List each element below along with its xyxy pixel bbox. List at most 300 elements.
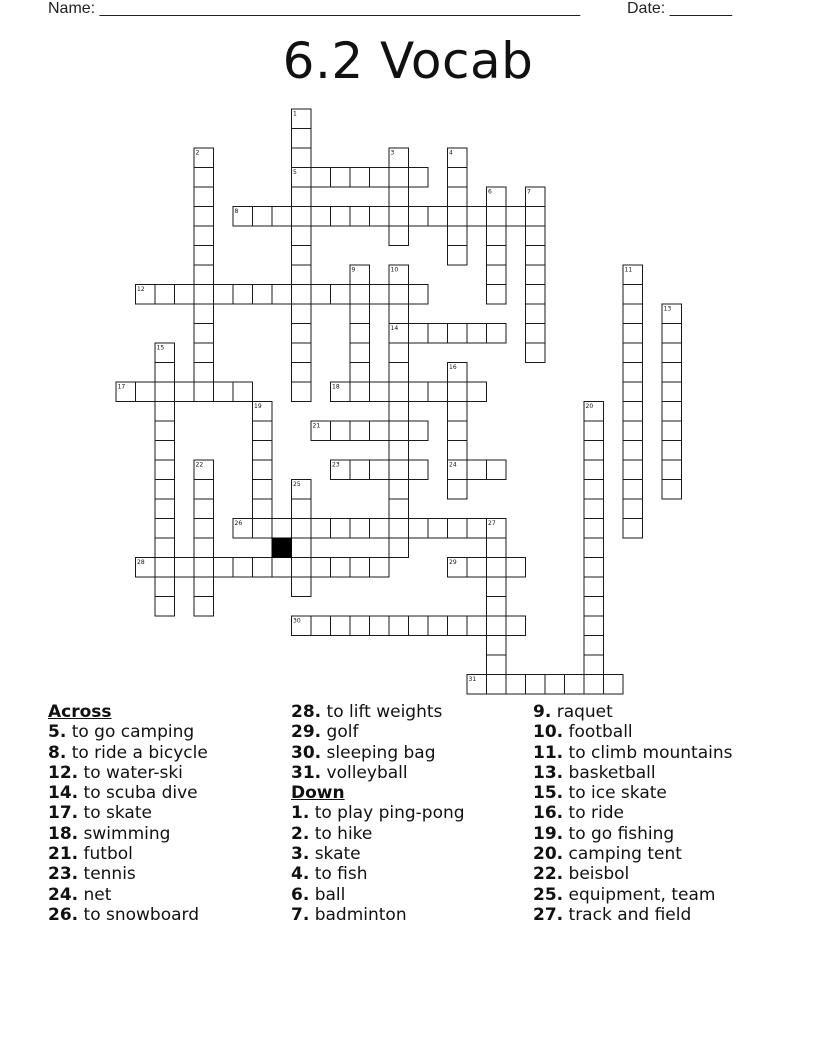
- grid-cell[interactable]: [292, 519, 312, 539]
- grid-cell[interactable]: [506, 207, 526, 227]
- grid-cell[interactable]: [487, 577, 507, 597]
- grid-number: 29: [449, 559, 457, 566]
- grid-cell[interactable]: [428, 382, 448, 402]
- grid-cell[interactable]: [155, 499, 175, 519]
- grid-cell[interactable]: [584, 558, 604, 578]
- grid-cell[interactable]: [272, 558, 292, 578]
- grid-cell[interactable]: [155, 382, 175, 402]
- grid-cell[interactable]: [409, 168, 429, 188]
- grid-cell[interactable]: [370, 168, 390, 188]
- grid-cell[interactable]: [155, 519, 175, 539]
- grid-cell[interactable]: [526, 226, 546, 246]
- grid-cell[interactable]: [389, 343, 409, 363]
- grid-cell[interactable]: [428, 616, 448, 636]
- grid-cell[interactable]: [370, 207, 390, 227]
- grid-cell[interactable]: [448, 246, 468, 266]
- grid-cell[interactable]: [526, 246, 546, 266]
- down-clue: [533, 722, 783, 742]
- grid-cell[interactable]: [389, 538, 409, 558]
- clue-text: golf: [321, 722, 359, 743]
- grid-cell[interactable]: [175, 285, 195, 305]
- grid-cell[interactable]: [584, 421, 604, 441]
- clue-number: 27.: [533, 904, 564, 925]
- grid-cell[interactable]: [428, 207, 448, 227]
- grid-cell[interactable]: [350, 343, 370, 363]
- grid-number: 4: [449, 149, 453, 157]
- grid-cell[interactable]: [292, 304, 312, 324]
- clue-text: track and field: [563, 904, 692, 925]
- grid-cell[interactable]: [292, 129, 312, 149]
- grid-number: 27: [488, 520, 496, 527]
- grid-cell[interactable]: [487, 597, 507, 617]
- grid-cell[interactable]: [311, 616, 331, 636]
- grid-cell[interactable]: [584, 636, 604, 656]
- clue-text: beisbol: [563, 864, 630, 885]
- grid-cell[interactable]: [584, 616, 604, 636]
- down-heading: Down: [291, 783, 345, 804]
- grid-cell[interactable]: [487, 226, 507, 246]
- grid-cell[interactable]: [350, 382, 370, 402]
- grid-cell[interactable]: [194, 226, 214, 246]
- grid-cell[interactable]: [448, 168, 468, 188]
- grid-cell[interactable]: [350, 519, 370, 539]
- grid-cell[interactable]: [467, 382, 487, 402]
- grid-cell[interactable]: [448, 226, 468, 246]
- grid-cell[interactable]: [253, 558, 273, 578]
- grid-cell[interactable]: [292, 499, 312, 519]
- grid-cell[interactable]: [350, 168, 370, 188]
- grid-cell[interactable]: [428, 519, 448, 539]
- grid-cell[interactable]: [331, 558, 351, 578]
- clue-text: to go camping: [66, 722, 195, 743]
- down-clue: [533, 702, 783, 722]
- grid-cell[interactable]: [331, 168, 351, 188]
- grid-cell[interactable]: [194, 538, 214, 558]
- grid-cell[interactable]: [253, 441, 273, 461]
- grid-cell[interactable]: [565, 675, 585, 695]
- grid-cell[interactable]: [253, 519, 273, 539]
- grid-cell[interactable]: [370, 616, 390, 636]
- grid-cell[interactable]: [506, 616, 526, 636]
- grid-number: 3: [390, 149, 395, 157]
- grid-cell[interactable]: [467, 207, 487, 227]
- grid-cell[interactable]: [253, 499, 273, 519]
- clue-text: to ride a bicycle: [66, 742, 208, 763]
- black-square: [272, 538, 292, 558]
- grid-cell[interactable]: [506, 558, 526, 578]
- down-clue: [291, 905, 541, 925]
- grid-cell[interactable]: [662, 324, 682, 344]
- grid-cell[interactable]: [526, 324, 546, 344]
- grid-cell[interactable]: [409, 460, 429, 480]
- clue-text: to fish: [309, 864, 368, 885]
- grid-cell[interactable]: [233, 558, 253, 578]
- grid-cell[interactable]: [526, 265, 546, 285]
- grid-cell[interactable]: [350, 285, 370, 305]
- grid-cell[interactable]: [409, 519, 429, 539]
- grid-cell[interactable]: [155, 285, 175, 305]
- grid-cell[interactable]: [467, 460, 487, 480]
- grid-cell[interactable]: [389, 304, 409, 324]
- grid-cell[interactable]: [584, 441, 604, 461]
- grid-cell[interactable]: [155, 402, 175, 422]
- grid-cell[interactable]: [350, 207, 370, 227]
- grid-number: 11: [624, 266, 633, 274]
- grid-cell[interactable]: [389, 285, 409, 305]
- down-clue: [533, 743, 783, 763]
- grid-cell[interactable]: [448, 421, 468, 441]
- grid-cell[interactable]: [662, 421, 682, 441]
- down-clue: [533, 783, 783, 803]
- grid-cell[interactable]: [214, 382, 234, 402]
- grid-cell[interactable]: [292, 324, 312, 344]
- grid-cell[interactable]: [662, 363, 682, 383]
- grid-cell[interactable]: [584, 675, 604, 695]
- grid-cell[interactable]: [623, 460, 643, 480]
- grid-cell[interactable]: [253, 285, 273, 305]
- grid-cell[interactable]: [623, 480, 643, 500]
- grid-cell[interactable]: [194, 382, 214, 402]
- grid-cell[interactable]: [331, 285, 351, 305]
- grid-cell[interactable]: [623, 499, 643, 519]
- grid-cell[interactable]: [389, 207, 409, 227]
- grid-number: 10: [390, 266, 399, 274]
- grid-cell[interactable]: [194, 207, 214, 227]
- grid-cell[interactable]: [155, 577, 175, 597]
- grid-cell[interactable]: [584, 519, 604, 539]
- clue-number: 4.: [291, 864, 310, 885]
- grid-cell[interactable]: [350, 304, 370, 324]
- grid-cell[interactable]: [214, 285, 234, 305]
- grid-cell[interactable]: [175, 382, 195, 402]
- grid-cell[interactable]: [370, 421, 390, 441]
- grid-cell[interactable]: [448, 616, 468, 636]
- grid-cell[interactable]: [155, 558, 175, 578]
- grid-cell[interactable]: [448, 480, 468, 500]
- grid-cell[interactable]: [467, 558, 487, 578]
- grid-cell[interactable]: [662, 480, 682, 500]
- grid-number: 23: [332, 461, 340, 469]
- grid-cell[interactable]: [331, 421, 351, 441]
- grid-cell[interactable]: [292, 285, 312, 305]
- grid-cell[interactable]: [623, 441, 643, 461]
- clue-number: 14.: [48, 783, 79, 804]
- grid-cell[interactable]: [175, 558, 195, 578]
- grid-number: 12: [137, 286, 145, 293]
- grid-cell[interactable]: [350, 363, 370, 383]
- grid-cell[interactable]: [331, 616, 351, 636]
- grid-cell[interactable]: [448, 441, 468, 461]
- clue-text: to go fishing: [563, 823, 675, 844]
- grid-cell[interactable]: [370, 558, 390, 578]
- grid-cell[interactable]: [623, 285, 643, 305]
- grid-cell[interactable]: [623, 382, 643, 402]
- grid-cell[interactable]: [311, 285, 331, 305]
- grid-cell[interactable]: [155, 363, 175, 383]
- grid-cell[interactable]: [487, 538, 507, 558]
- grid-cell[interactable]: [467, 519, 487, 539]
- clue-column-1: [48, 702, 298, 925]
- clue-number: 16.: [533, 803, 564, 824]
- grid-cell[interactable]: [194, 597, 214, 617]
- grid-cell[interactable]: [467, 324, 487, 344]
- clue-text: to lift weights: [321, 702, 443, 722]
- grid-cell[interactable]: [389, 226, 409, 246]
- clue-number: 19.: [533, 823, 564, 844]
- grid-cell[interactable]: [584, 655, 604, 675]
- grid-cell[interactable]: [623, 402, 643, 422]
- grid-cell[interactable]: [194, 324, 214, 344]
- grid-cell[interactable]: [311, 207, 331, 227]
- clue-text: badminton: [309, 904, 407, 925]
- grid-cell[interactable]: [292, 577, 312, 597]
- grid-cell[interactable]: [448, 402, 468, 422]
- grid-cell[interactable]: [292, 343, 312, 363]
- across-clue: [48, 844, 298, 864]
- clue-text: to ice skate: [563, 783, 667, 804]
- grid-cell[interactable]: [253, 207, 273, 227]
- grid-cell[interactable]: [409, 285, 429, 305]
- grid-cell[interactable]: [350, 616, 370, 636]
- grid-cell[interactable]: [623, 324, 643, 344]
- grid-cell[interactable]: [487, 207, 507, 227]
- grid-cell[interactable]: [292, 558, 312, 578]
- grid-cell[interactable]: [155, 597, 175, 617]
- grid-cell[interactable]: [272, 207, 292, 227]
- clue-text: football: [563, 722, 633, 743]
- grid-cell[interactable]: [448, 207, 468, 227]
- grid-cell[interactable]: [194, 304, 214, 324]
- clue-number: 18.: [48, 823, 79, 844]
- grid-cell[interactable]: [487, 558, 507, 578]
- grid-cell[interactable]: [292, 363, 312, 383]
- clue-text: to play ping-pong: [309, 803, 465, 824]
- across-clue: [48, 763, 298, 783]
- clue-number: 28.: [291, 702, 322, 722]
- grid-cell[interactable]: [389, 187, 409, 207]
- grid-cell[interactable]: [155, 538, 175, 558]
- grid-cell[interactable]: [194, 343, 214, 363]
- grid-cell[interactable]: [350, 421, 370, 441]
- clue-text: to ride: [563, 803, 624, 824]
- down-clue: [533, 864, 783, 884]
- grid-cell[interactable]: [389, 480, 409, 500]
- across-clue: [48, 905, 298, 925]
- grid-cell[interactable]: [194, 558, 214, 578]
- grid-cell[interactable]: [155, 460, 175, 480]
- grid-cell[interactable]: [428, 324, 448, 344]
- grid-cell[interactable]: [487, 246, 507, 266]
- clue-text: tennis: [78, 864, 136, 885]
- grid-cell[interactable]: [526, 675, 546, 695]
- grid-cell[interactable]: [389, 460, 409, 480]
- grid-cell[interactable]: [194, 480, 214, 500]
- grid-cell[interactable]: [623, 304, 643, 324]
- grid-number: 5: [293, 169, 297, 176]
- grid-cell[interactable]: [662, 441, 682, 461]
- grid-cell[interactable]: [448, 519, 468, 539]
- grid-cell[interactable]: [409, 324, 429, 344]
- grid-cell[interactable]: [389, 168, 409, 188]
- grid-number: 22: [195, 461, 204, 469]
- grid-cell[interactable]: [370, 285, 390, 305]
- grid-cell[interactable]: [584, 597, 604, 617]
- grid-cell[interactable]: [448, 382, 468, 402]
- grid-cell[interactable]: [370, 519, 390, 539]
- grid-cell[interactable]: [194, 519, 214, 539]
- grid-cell[interactable]: [409, 616, 429, 636]
- grid-cell[interactable]: [194, 363, 214, 383]
- grid-cell[interactable]: [389, 616, 409, 636]
- grid-cell[interactable]: [584, 577, 604, 597]
- grid-cell[interactable]: [233, 285, 253, 305]
- across-clue: [291, 743, 541, 763]
- grid-cell[interactable]: [214, 558, 234, 578]
- grid-number: 13: [663, 305, 672, 313]
- grid-cell[interactable]: [194, 577, 214, 597]
- grid-cell[interactable]: [136, 382, 156, 402]
- grid-cell[interactable]: [253, 480, 273, 500]
- grid-cell[interactable]: [311, 558, 331, 578]
- grid-cell[interactable]: [233, 382, 253, 402]
- grid-cell[interactable]: [623, 343, 643, 363]
- down-clue: [533, 844, 783, 864]
- clue-number: 2.: [291, 823, 310, 844]
- clue-number: 15.: [533, 783, 564, 804]
- grid-cell[interactable]: [487, 636, 507, 656]
- across-clue: [48, 824, 298, 844]
- grid-cell[interactable]: [662, 343, 682, 363]
- grid-cell[interactable]: [526, 207, 546, 227]
- grid-cell[interactable]: [584, 499, 604, 519]
- grid-cell[interactable]: [662, 402, 682, 422]
- grid-cell[interactable]: [292, 538, 312, 558]
- grid-cell[interactable]: [311, 519, 331, 539]
- grid-cell[interactable]: [662, 382, 682, 402]
- grid-cell[interactable]: [389, 499, 409, 519]
- clue-text: to hike: [309, 823, 373, 844]
- grid-cell[interactable]: [389, 519, 409, 539]
- grid-cell[interactable]: [155, 480, 175, 500]
- grid-cell[interactable]: [487, 616, 507, 636]
- grid-cell[interactable]: [487, 285, 507, 305]
- grid-cell[interactable]: [194, 265, 214, 285]
- grid-cell[interactable]: [389, 441, 409, 461]
- grid-cell[interactable]: [487, 265, 507, 285]
- across-clue: [291, 702, 541, 722]
- grid-cell[interactable]: [584, 538, 604, 558]
- grid-number: 25: [293, 481, 301, 488]
- grid-cell[interactable]: [292, 187, 312, 207]
- down-clue: [291, 803, 541, 823]
- grid-cell[interactable]: [389, 382, 409, 402]
- grid-cell[interactable]: [409, 382, 429, 402]
- grid-cell[interactable]: [370, 382, 390, 402]
- grid-cell[interactable]: [350, 460, 370, 480]
- grid-cell[interactable]: [623, 519, 643, 539]
- grid-cell[interactable]: [253, 421, 273, 441]
- grid-cell[interactable]: [467, 616, 487, 636]
- grid-cell[interactable]: [194, 187, 214, 207]
- grid-cell[interactable]: [155, 421, 175, 441]
- grid-cell[interactable]: [487, 324, 507, 344]
- grid-cell[interactable]: [350, 324, 370, 344]
- grid-cell[interactable]: [389, 402, 409, 422]
- grid-cell[interactable]: [292, 148, 312, 168]
- clue-text: swimming: [78, 823, 171, 844]
- clue-text: skate: [309, 844, 361, 865]
- clue-text: net: [78, 884, 112, 905]
- grid-cell[interactable]: [272, 285, 292, 305]
- grid-cell[interactable]: [623, 421, 643, 441]
- grid-cell[interactable]: [194, 499, 214, 519]
- grid-cell[interactable]: [409, 207, 429, 227]
- grid-cell[interactable]: [292, 246, 312, 266]
- clue-number: 26.: [48, 904, 79, 925]
- grid-cell[interactable]: [487, 675, 507, 695]
- grid-cell[interactable]: [584, 460, 604, 480]
- grid-cell[interactable]: [253, 460, 273, 480]
- grid-cell[interactable]: [448, 324, 468, 344]
- grid-cell[interactable]: [448, 187, 468, 207]
- grid-cell[interactable]: [370, 460, 390, 480]
- grid-number: 16: [449, 364, 457, 371]
- grid-cell[interactable]: [545, 675, 565, 695]
- grid-cell[interactable]: [331, 207, 351, 227]
- grid-cell[interactable]: [487, 460, 507, 480]
- grid-cell[interactable]: [526, 343, 546, 363]
- grid-number: 8: [234, 208, 239, 215]
- grid-cell[interactable]: [311, 168, 331, 188]
- grid-cell[interactable]: [487, 655, 507, 675]
- grid-number: 28: [137, 559, 145, 566]
- grid-cell[interactable]: [389, 421, 409, 441]
- across-clue: [48, 885, 298, 905]
- grid-cell[interactable]: [604, 675, 624, 695]
- clue-text: to water-ski: [78, 762, 183, 783]
- grid-cell[interactable]: [526, 304, 546, 324]
- name-field: Name: ______________________________________________________: [48, 0, 581, 17]
- grid-cell[interactable]: [292, 207, 312, 227]
- grid-cell[interactable]: [623, 363, 643, 383]
- grid-cell[interactable]: [194, 168, 214, 188]
- across-clue: [48, 803, 298, 823]
- grid-cell[interactable]: [292, 382, 312, 402]
- grid-cell[interactable]: [292, 265, 312, 285]
- grid-cell[interactable]: [409, 421, 429, 441]
- across-clue: [48, 864, 298, 884]
- grid-cell[interactable]: [272, 519, 292, 539]
- grid-cell[interactable]: [155, 441, 175, 461]
- grid-cell[interactable]: [662, 460, 682, 480]
- grid-number: 14: [390, 325, 399, 332]
- down-clue: [533, 803, 783, 823]
- grid-cell[interactable]: [526, 285, 546, 305]
- grid-cell[interactable]: [194, 246, 214, 266]
- clue-number: 10.: [533, 722, 564, 743]
- grid-number: 19: [254, 403, 262, 410]
- grid-cell[interactable]: [331, 519, 351, 539]
- grid-cell[interactable]: [389, 363, 409, 383]
- clue-text: sleeping bag: [321, 742, 436, 763]
- grid-cell[interactable]: [506, 675, 526, 695]
- grid-cell[interactable]: [350, 558, 370, 578]
- grid-cell[interactable]: [584, 480, 604, 500]
- grid-number: 1: [293, 110, 297, 118]
- grid-cell[interactable]: [194, 285, 214, 305]
- grid-cell[interactable]: [292, 226, 312, 246]
- clue-number: 8.: [48, 742, 67, 763]
